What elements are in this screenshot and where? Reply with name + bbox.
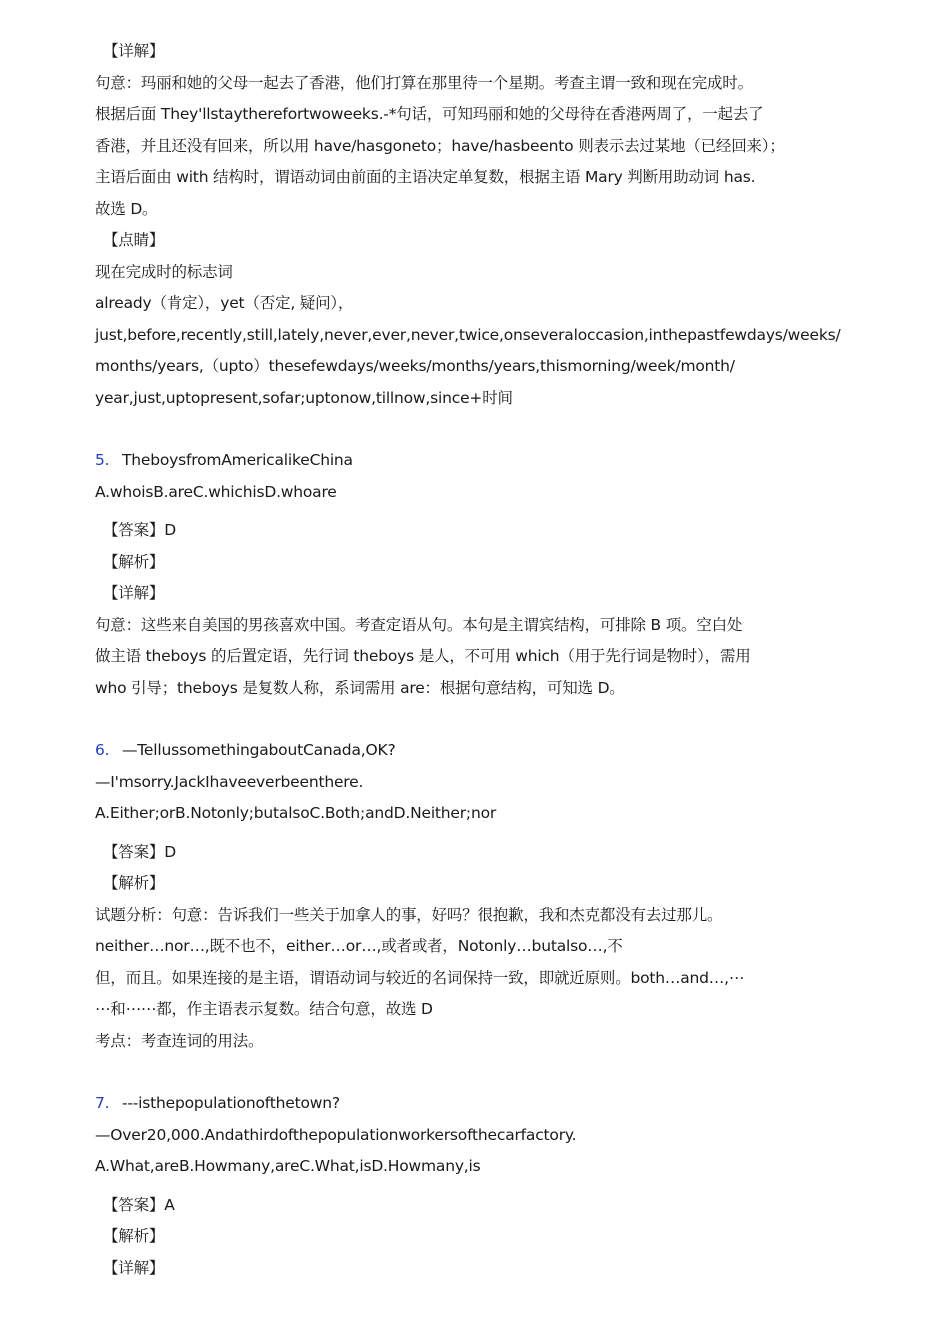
explanation-line: who 引导；theboys 是复数人称，系词需用 are：根据句意结构，可知选 D。 <box>95 678 625 697</box>
question-5-stem <box>95 445 885 477</box>
explanation-line: ⋯和⋯⋯都，作主语表示复数。结合句意，故选 D <box>95 1000 433 1018</box>
explanation-line: 试题分析：句意：告诉我们一些关于加拿人的事，好吗？很抱歉，我和杰克都没有去过那儿。 <box>95 905 723 924</box>
explanation-line: 句意：玛丽和她的父母一起去了香港，他们打算在那里待一个星期。考查主谓一致和现在完成时。 <box>95 73 753 92</box>
question-text: ---isthepopulationofthetown? <box>122 1094 340 1112</box>
answer-label: 【答案】D <box>103 521 176 539</box>
tip-line: already（肯定），yet（否定, 疑问）， <box>95 294 354 312</box>
tip-title: 现在完成时的标志词 <box>95 262 233 281</box>
tip-line: year,just,uptopresent,sofar;uptonow,tillnow,since+时间 <box>95 388 513 407</box>
question-text: TheboysfromAmericalikeChina <box>122 451 353 469</box>
question-6-stem <box>95 735 885 767</box>
answer-label: 【答案】D <box>103 842 176 861</box>
knowledge-point: 考点：考查连词的用法。 <box>95 1031 264 1050</box>
question-6-reply: —I'msorry.JackIhaveeverbeenthere. <box>95 772 364 791</box>
explanation-line: 主语后面由 with 结构时，谓语动词由前面的主语决定单复数，根据主语 Mary 判断用助动词 has. <box>95 168 756 186</box>
question-number: 5. <box>95 451 110 469</box>
detail-heading: 【详解】 <box>103 584 165 602</box>
detail-heading: 【详解】 <box>103 1258 165 1277</box>
question-number: 7. <box>95 1094 110 1112</box>
question-text: —TellussomethingaboutCanada,OK? <box>122 741 396 759</box>
explanation-line: 故选 D。 <box>95 199 158 218</box>
explanation-line: 但，而且。如果连接的是主语，谓语动词与较近的名词保持一致，即就近原则。both…and…,⋯ <box>95 968 745 987</box>
document-page <box>95 36 885 1284</box>
tip-line: just,before,recently,still,lately,never,ever,never,twice,onseveraloccasion,inthepastfewdays/weeks/ <box>95 325 841 344</box>
analysis-heading: 【解析】 <box>103 1227 165 1245</box>
explanation-line: 做主语 theboys 的后置定语，先行词 theboys 是人，不可用 which（用于先行词是物时），需用 <box>95 647 751 665</box>
tip-heading: 【点睛】 <box>103 231 165 249</box>
detail-heading: 【详解】 <box>103 42 165 60</box>
question-5-options: A.whoisB.areC.whichisD.whoare <box>95 482 337 501</box>
question-number: 6. <box>95 741 110 759</box>
question-7-options: A.What,areB.Howmany,areC.What,isD.Howmany,is <box>95 1157 481 1175</box>
question-7-reply: —Over20,000.Andathirdofthepopulationworkersofthecarfactory. <box>95 1125 577 1144</box>
explanation-line: neither…nor…,既不也不，either…or…,或者或者，Notonly…butalso…,不 <box>95 937 623 955</box>
explanation-line: 根据后面 They'llstaytherefortwoweeks.-*句话，可知玛丽和她的父母待在香港两周了，一起去了 <box>95 105 764 123</box>
explanation-line: 香港，并且还没有回来，所以用 have/hasgoneto；have/hasbeento 则表示去过某地（已经回来）； <box>95 136 785 155</box>
question-7-stem <box>95 1088 885 1120</box>
explanation-line: 句意：这些来自美国的男孩喜欢中国。考查定语从句。本句是主谓宾结构，可排除 B 项。空白处 <box>95 615 743 634</box>
analysis-heading: 【解析】 <box>103 552 165 571</box>
answer-label: 【答案】A <box>103 1195 175 1214</box>
analysis-heading: 【解析】 <box>103 874 165 892</box>
question-6-options: A.Either;orB.Notonly;butalsoC.Both;andD.Neither;nor <box>95 804 497 822</box>
tip-line: months/years,（upto）thesefewdays/weeks/months/years,thismorning/week/month/ <box>95 357 735 375</box>
